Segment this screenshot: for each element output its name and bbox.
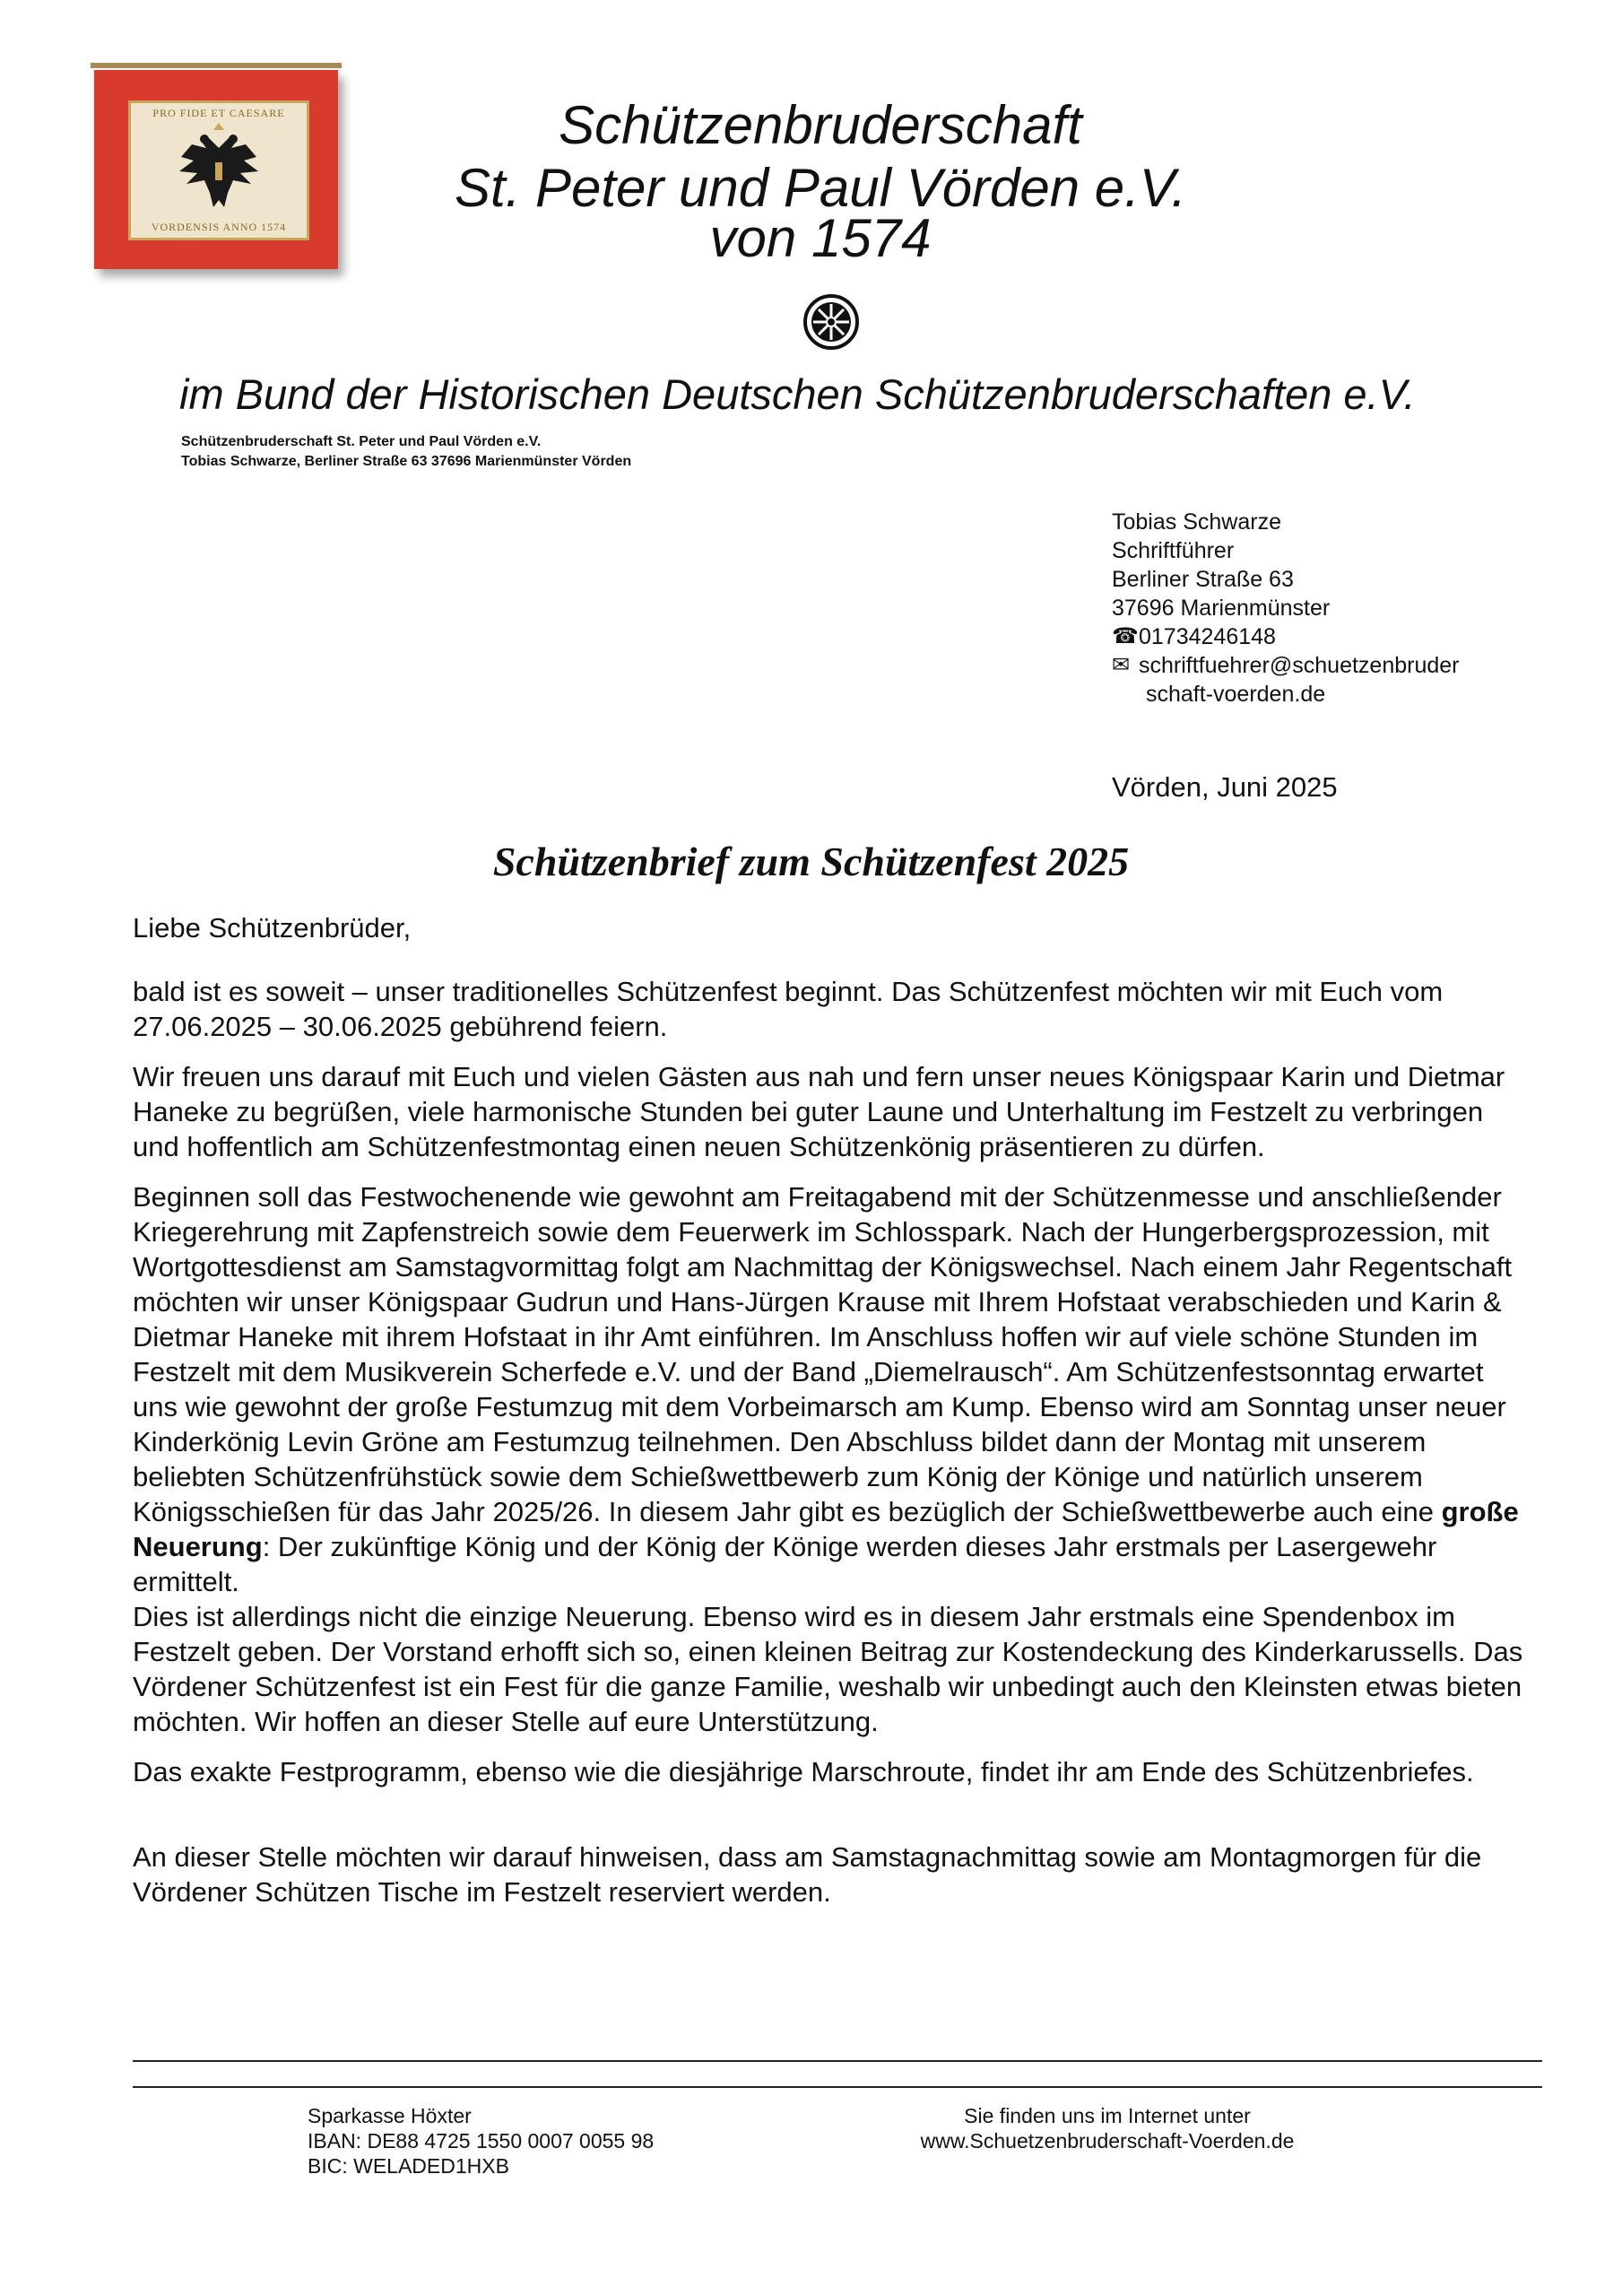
contact-city: 37696 Marienmünster xyxy=(1112,596,1331,621)
letter-body xyxy=(133,910,1603,1909)
bund-subtitle: im Bund der Historischen Deutschen Schützenbruderschaften e.V. xyxy=(179,370,1416,418)
title-line-3: von 1574 xyxy=(709,208,932,268)
website-url[interactable]: www.Schuetzenbruderschaft-Voerden.de xyxy=(920,2129,1295,2152)
bank-bic: BIC: WELADED1HXB xyxy=(308,2154,509,2178)
contact-block xyxy=(1112,508,1460,709)
double-headed-eagle-icon xyxy=(174,121,264,220)
footer-website xyxy=(888,2103,1327,2153)
phone-icon: ☎ xyxy=(1112,624,1139,648)
bank-name: Sparkasse Höxter xyxy=(308,2104,472,2127)
paragraph-3-text-a: Beginnen soll das Festwochenende wie gewohnt am Freitagabend mit der Schützenmesse und anschließender Kriegerehrung mit Zapfenstreich sowie dem Feuerwerk im Schlosspark. Nach der Hungerbergsprozession, mit Wortgottesdienst am Samstagvormittag folgt am Nachmittag der Königswechsel. Nach einem Jahr Regentschaft möchten wir unser Königspaar Gudrun und Hans-Jürgen Krause mit Ihrem Hofstaat verabschieden und Karin & Dietmar Haneke mit ihrem Hofstaat in ihr Amt einführen. Im Anschluss hoffen wir auf viele schöne Stunden im Festzelt mit dem Musikverein Scherfede e.V. und der Band „Diemelrausch“. Am Schützenfestsonntag erwartet uns wie gewohnt der große Festumzug mit dem Vorbeimarsch am Kump. Ebenso wird am Sonntag unser neuer Kinderkönig Levin Gröne am Festumzug teilnehmen. Den Abschluss bildet dann der Montag mit unserem beliebten Schützenfrühstück sowie dem Schießwettbewerb zum König der Könige und natürlich unserem Königsschießen für das Jahr 2025/26. In diesem Jahr gibt es bezüglich der Schießwettbewerbe auch eine xyxy=(133,1181,1513,1527)
contact-email-line-2: schaft-voerden.de xyxy=(1146,682,1326,707)
flag-rod xyxy=(91,63,342,68)
contact-name: Tobias Schwarze xyxy=(1112,509,1281,535)
letter-date: Vörden, Juni 2025 xyxy=(1112,771,1338,803)
paragraph-5: Das exakte Festprogramm, ebenso wie die diesjährige Marschroute, findet ihr am Ende des Schützenbriefes. xyxy=(133,1756,1474,1787)
contact-email-row xyxy=(1112,651,1460,680)
envelope-icon: ✉ xyxy=(1112,653,1131,677)
paragraph-4: Dies ist allerdings nicht die einzige Neuerung. Ebenso wird es in diesem Jahr erstmals eine Spendenbox im Festzelt geben. Der Vorstand erhofft sich so, einen kleinen Beitrag zur Kostendeckung des Kinderkarussells. Das Vördener Schützenfest ist ein Fest für die ganze Familie, weshalb wir unbedingt auch den Kleinsten etwas bieten möchten. Wir hoffen an dieser Stelle auf eure Unterstützung. xyxy=(133,1601,1523,1737)
paragraph-3 xyxy=(133,1179,1531,1599)
footer-rule-bottom xyxy=(133,2086,1542,2088)
flag-motto-bottom: VORDENSIS ANNO 1574 xyxy=(151,221,287,233)
flag-motto-top: PRO FIDE ET CAESARE xyxy=(152,107,285,119)
contact-phone: 01734246148 xyxy=(1139,624,1276,649)
sender-line-2: Tobias Schwarze, Berliner Straße 63 37696 Marienmünster Vörden xyxy=(181,454,632,469)
contact-email-line-1: schriftfuehrer@schuetzenbruder xyxy=(1139,653,1460,678)
bank-iban: IBAN: DE88 4725 1550 0007 0055 98 xyxy=(308,2129,655,2152)
paragraph-3-text-b: : Der zukünftige König und der König der Könige werden dieses Jahr erstmals per Lasergewehr ermittelt. xyxy=(133,1531,1437,1597)
title-line-1: Schützenbruderschaft xyxy=(559,95,1082,155)
footer-rule-top xyxy=(133,2060,1542,2062)
sender-address xyxy=(181,432,631,472)
bund-emblem-icon xyxy=(802,293,860,351)
salutation: Liebe Schützenbrüder, xyxy=(133,912,412,944)
contact-phone-row xyxy=(1112,622,1460,651)
paragraph-3-bold: große Neuerung xyxy=(133,1496,1519,1562)
letter-subject: Schützenbrief zum Schützenfest 2025 xyxy=(492,839,1130,884)
paragraph-6: An dieser Stelle möchten wir darauf hinweisen, dass am Samstagnachmittag sowie am Montagmorgen für die Vördener Schützen Tische im Festzelt reserviert werden. xyxy=(133,1841,1482,1908)
sender-line-1: Schützenbruderschaft St. Peter und Paul Vörden e.V. xyxy=(181,434,542,449)
contact-role: Schriftführer xyxy=(1112,538,1235,563)
paragraph-1: bald ist es soweit – unser traditionelles Schützenfest beginnt. Das Schützenfest möchten wir mit Euch vom 27.06.2025 – 30.06.2025 gebührend feiern. xyxy=(133,976,1444,1042)
paragraph-2: Wir freuen uns darauf mit Euch und vielen Gästen aus nah und fern unser neues Königspaar Karin und Dietmar Haneke zu begrüßen, viele harmonische Stunden bei guter Laune und Unterhaltung im Festzelt zu verbringen und hoffentlich am Schützenfestmontag einen neuen Schützenkönig präsentieren zu dürfen. xyxy=(133,1061,1505,1162)
flag-center-field xyxy=(128,100,309,240)
footer-bank-details xyxy=(308,2103,654,2179)
title-line-2: St. Peter und Paul Vörden e.V. xyxy=(454,158,1187,218)
website-intro: Sie finden uns im Internet unter xyxy=(964,2104,1251,2127)
contact-street: Berliner Straße 63 xyxy=(1112,567,1294,592)
